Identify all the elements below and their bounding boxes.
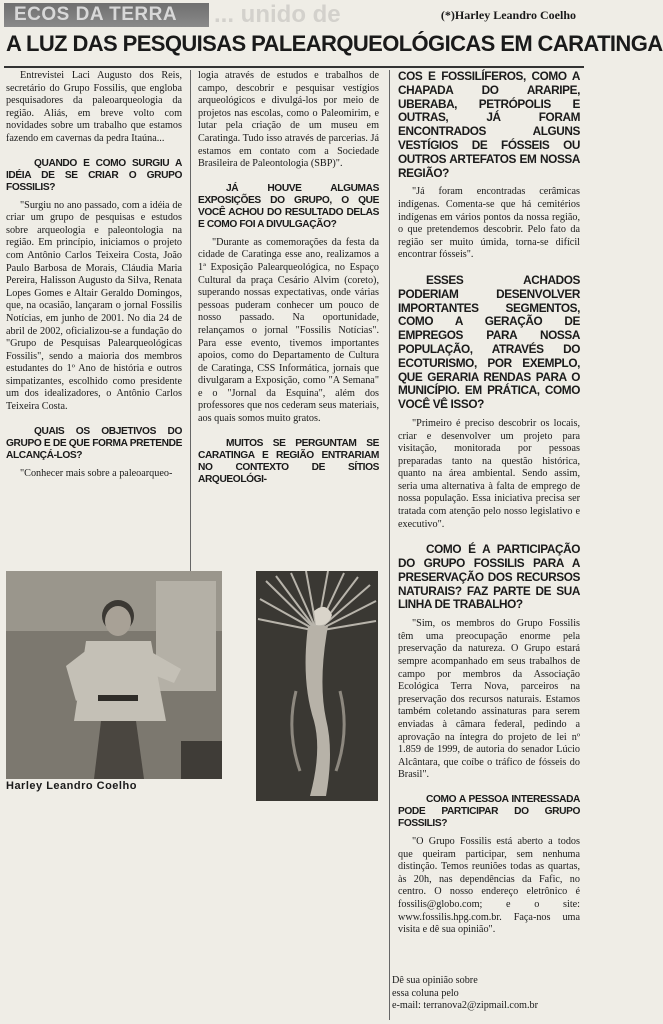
interview-question: QUANDO E COMO SURGIU A IDÉIA DE SE CRIAR O GRUPO FOSSILIS? <box>6 157 182 193</box>
interview-question: JÁ HOUVE ALGUMAS EXPOSIÇÕES DO GRUPO, O QUE VOCÊ ACHOU DO RESULTADO DELAS E COMO FOI A DIVULGAÇÃO? <box>198 182 379 230</box>
headline-rule <box>4 66 584 68</box>
interview-question: ESSES ACHADOS PODERIAM DESENVOLVER IMPORTANTES SEGMENTOS, COMO A GERAÇÃO DE EMPREGOS PARA NOSSA POPULAÇÃO, ATRAVÉS DO ECOTURISMO, POR EXEMPLO, QUE GERARIA RENDAS PARA O MUNICÍPIO. EM PRÁTICA, COMO VOCÊ VÊ ISSO? <box>398 272 580 412</box>
interview-answer: "Já foram encontradas cerâmicas indígenas. Comenta-se que há cemitérios indígenas em vários pontos da nossa região, o que pretendemos descobrir. Pelo fato da região ser muito úmida, torna-se difícil encontrar fósseis". <box>398 186 580 261</box>
interviewee-photo <box>6 571 222 779</box>
interview-answer: logia através de estudos e trabalhos de campo, descobrir e pesquisar vestígios arqueológicos e divulgá-los por meio de projetos nas escolas, como o Paleomirim, e lutar pela criação de um museu em Caratinga. Tudo isso através de parcerias. Já estamos em contato com a Sociedade Brasileira de Paleontologia (SBP)". <box>198 70 379 170</box>
interview-question: QUAIS OS OBJETIVOS DO GRUPO E DE QUE FORMA PRETENDE ALCANÇÁ-LOS? <box>6 425 182 461</box>
interview-question: COMO A PESSOA INTERESSADA PODE PARTICIPAR DO GRUPO FOSSILIS? <box>398 793 580 829</box>
article-column-3 <box>398 70 580 941</box>
photo-credit: Harley Leandro Coelho <box>6 780 137 792</box>
article-column-1 <box>6 70 182 484</box>
footer-line: Dê sua opinião sobre <box>392 975 478 986</box>
interview-answer: "Surgiu no ano passado, com a idéia de criar um grupo de pesquisas e estudos sobre arqueologia e paleontologia na região. Em princípio, iniciamos o projeto com Antônio Carlos Teixeira Costa, João Paulo Barbosa de Morais, Cláudia Maria Pereira, Halisson Augusto da Silva, Renata Lopes Gomes e Altair Geraldo Domingos, que, na ocasião, lançaram o jornal Fossilis Notícias, em junho de 2001. No dia 24 de abril de 2002, oficializou-se a fundação do "Grupo de Pesquisas Palearqueológicas Fossilis", sendo a maioria dos membros estudantes do 1º Ano de história e outros simpatizantes, escolhido como presidente um dos idealizadores, o Antônio Carlos Teixeira Costa. <box>6 199 182 413</box>
interview-question: COS E FOSSILÍFEROS, COMO A CHAPADA DO ARARIPE, UBERABA, PETRÓPOLIS E OUTRAS, JÁ FORAM ENCONTRADOS ALGUNS VESTÍGIOS DE FÓSSEIS OU OUTROS ARTEFATOS EM NOSSA REGIÃO? <box>398 69 580 180</box>
interviewee-photo-drawing <box>6 571 222 779</box>
article-column-2 <box>198 70 379 492</box>
bleed-through-text: ... unido de <box>214 1 341 28</box>
article-headline: A LUZ DAS PESQUISAS PALEARQUEOLÓGICAS EM CARATINGA <box>6 31 663 56</box>
interview-answer: "Sim, os membros do Grupo Fossilis têm uma preocupação enorme pela preservação da natureza. O Grupo estará sempre acompanhado em seus trabalhos de campo por membros da Associação Ecológica Terra Nova, parceiros na preservação dos recursos naturais. Estamos também coletando assinaturas para serem enviadas à câmara federal, pedindo a aprovação na íntegra do projeto de lei nº 1.859 de 1999, de autoria do senador Lúcio Alcântara, que coíbe o tráfico de fósseis do Brasil". <box>398 618 580 781</box>
interview-question: COMO É A PARTICIPAÇÃO DO GRUPO FOSSILIS PARA A PRESERVAÇÃO DOS RECURSOS NATURAIS? FAZ PARTE DE SUA LINHA DE TRABALHO? <box>398 542 580 612</box>
interview-answer: "O Grupo Fossilis está aberto a todos que queiram participar, sem nenhuma distinção. Temos reuniões todas as quartas, às 20h, nas dependências da Fafic, no centro. O nosso endereço eletrônico é fossilis@globo.com; e o site: www.fossilis.hpg.com.br. Faça-nos uma visita e dê sua opinião". <box>398 835 580 936</box>
column-divider <box>389 70 390 1020</box>
contact-footer <box>392 975 538 1013</box>
section-banner <box>4 3 209 27</box>
column-header <box>4 3 584 27</box>
section-title: ECOS DA TERRA <box>14 4 178 25</box>
artifact-photo-drawing <box>256 571 378 801</box>
footer-line: essa coluna pelo <box>392 987 459 999</box>
artifact-photo <box>256 571 378 801</box>
author-byline: (*)Harley Leandro Coelho <box>440 8 576 22</box>
interview-question: MUITOS SE PERGUNTAM SE CARATINGA E REGIÃO ENTRARIAM NO CONTEXTO DE SÍTIOS ARQUEOLÓGI- <box>198 437 379 485</box>
interview-answer: "Durante as comemorações da festa da cidade de Caratinga esse ano, realizamos a 1ª Exposição Palearqueológica, no Espaço Cultural da praça Cesário Alvim (coreto), superando nossas expectativas, onde várias pessoas puderam conhecer um pouco de nosso passado. Na oportunidade, relançamos o jornal "Fossilis Notícias". Para esse evento, tivemos importantes apoios, como do Departamento de Cultura de Caratinga, CSS Informática, jornais que divulgaram a Exposição, como "A Semana" e o "Jornal da Esquina", além dos professores que nos cederam seus materiais, aos quais somos muito gratos. <box>198 236 379 425</box>
footer-email: e-mail: terranova2@zipmail.com.br <box>392 1000 539 1011</box>
interview-answer: "Primeiro é preciso descobrir os locais, criar e desenvolver um projeto para visitação, monitorada por pessoas preparadas tanto na questão histórica, quanto na área ambiental. Sendo assim, seria uma alternativa à falta de emprego de nossa população. Essa iniciativa precisa ser tratada com atenção pelo nosso legislativo e executivo". <box>398 417 580 530</box>
interview-answer: "Conhecer mais sobre a paleoarqueo- <box>20 467 173 479</box>
intro-paragraph: Entrevistei Laci Augusto dos Reis, secretário do Grupo Fossilis, que engloba pesquisadores da paleoarqueologia da região. Aliás, em breve volto com novidades sobre um trabalho que estamos fazendo em cavernas da pedra Itaúna... <box>6 70 182 144</box>
